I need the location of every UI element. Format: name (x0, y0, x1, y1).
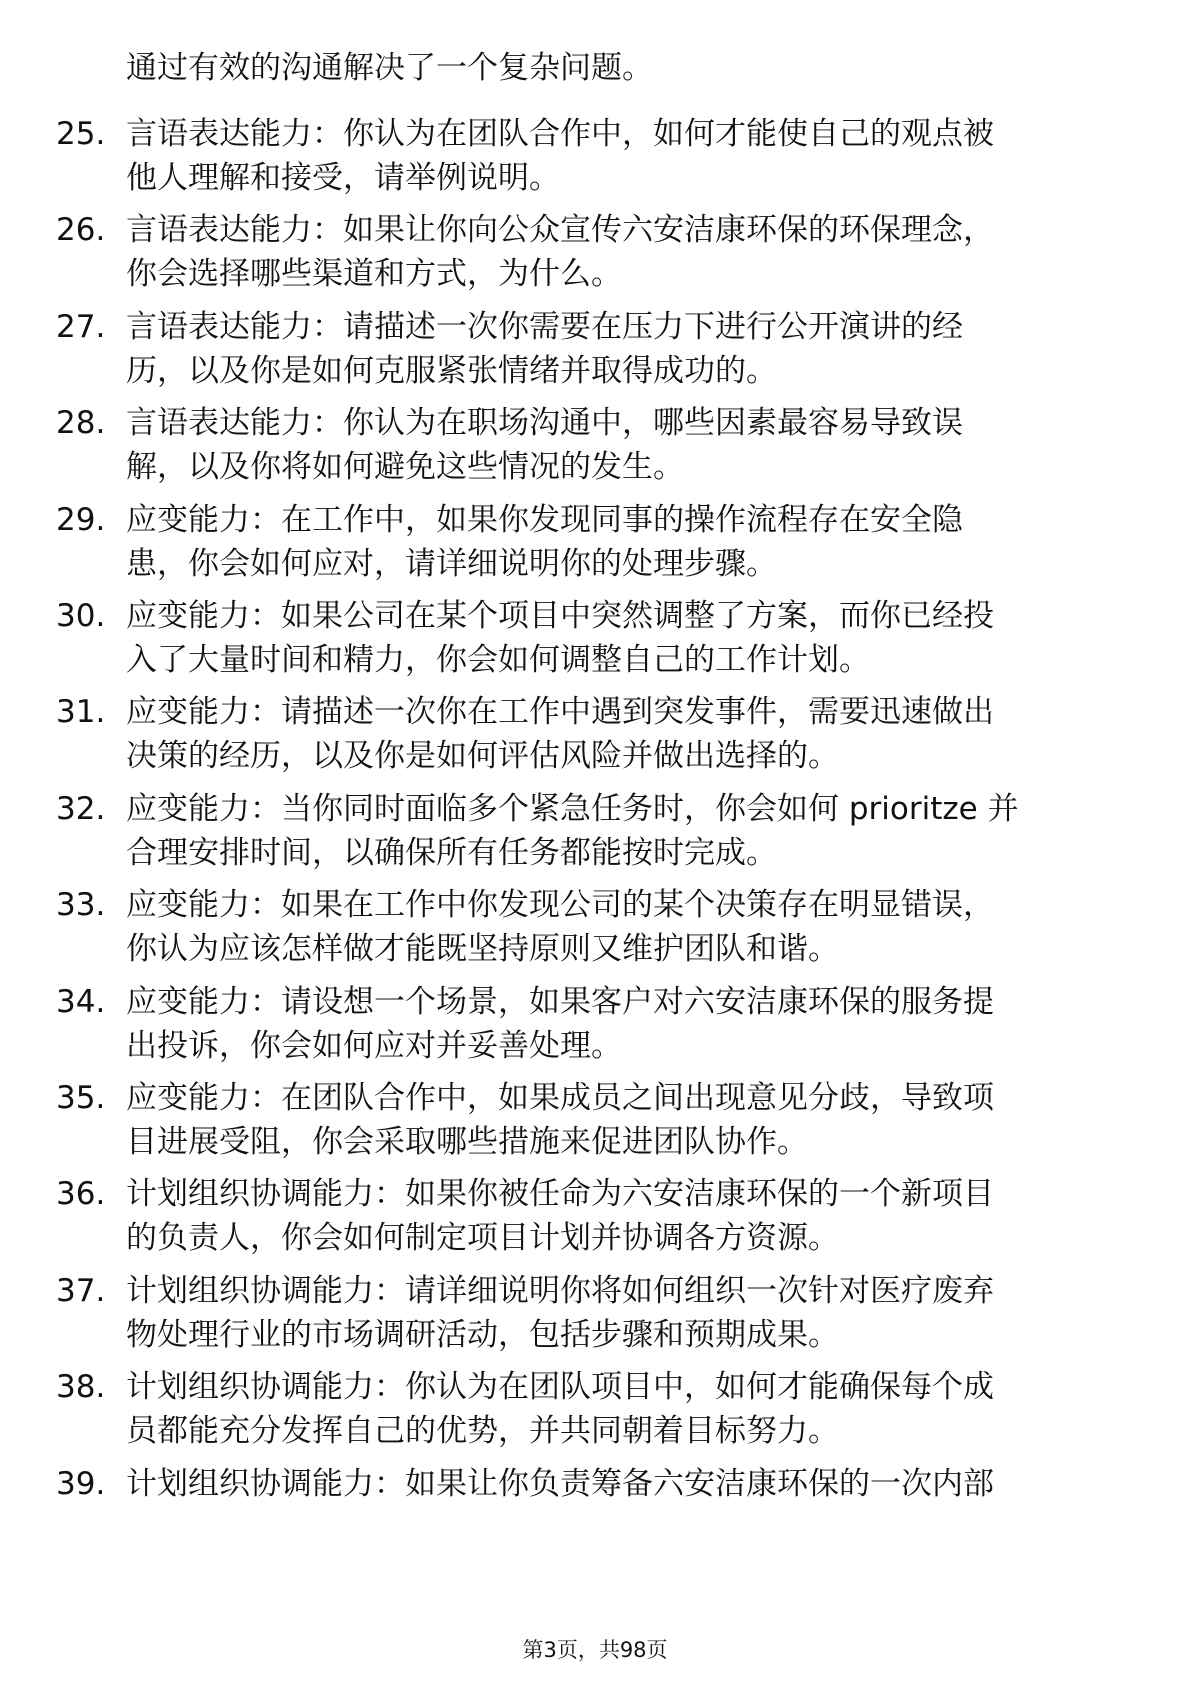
question-text (126, 112, 1126, 200)
question-text-line: 解，以及你将如何避免这些情况的发生。 (126, 449, 684, 485)
question-item (0, 498, 1190, 590)
question-item (0, 690, 1190, 782)
question-text-line: 言语表达能力：你认为在职场沟通中，哪些因素最容易导致误 (126, 405, 963, 441)
question-item (0, 305, 1190, 397)
question-number: 27. (56, 309, 106, 345)
continuation-text: 通过有效的沟通解决了一个复杂问题。 (126, 50, 653, 86)
question-number: 29. (56, 502, 106, 538)
question-item (0, 208, 1190, 300)
question-number: 31. (56, 694, 106, 730)
question-text-line: 应变能力：当你同时面临多个紧急任务时，你会如何 prioritze 并 (126, 791, 1019, 827)
question-number: 35. (56, 1080, 106, 1116)
question-text-line: 物处理行业的市场调研活动，包括步骤和预期成果。 (126, 1317, 839, 1353)
question-text (126, 1269, 1126, 1357)
question-text-line: 计划组织协调能力：请详细说明你将如何组织一次针对医疗废弃 (126, 1273, 994, 1309)
question-number: 38. (56, 1369, 106, 1405)
question-text-line: 入了大量时间和精力，你会如何调整自己的工作计划。 (126, 642, 870, 678)
question-text-line: 言语表达能力：如果让你向公众宣传六安洁康环保的环保理念， (126, 212, 994, 248)
question-text (126, 1172, 1126, 1260)
question-text (126, 690, 1126, 778)
page-footer: 第3页，共98页 (522, 1638, 668, 1662)
question-text (126, 1462, 1126, 1506)
question-number: 32. (56, 791, 106, 827)
question-item (0, 1172, 1190, 1264)
question-number: 39. (56, 1466, 106, 1502)
question-item (0, 594, 1190, 686)
question-text (126, 594, 1126, 682)
question-number: 30. (56, 598, 106, 634)
question-number: 25. (56, 116, 106, 152)
question-text-line: 你会选择哪些渠道和方式，为什么。 (126, 256, 622, 292)
question-text (126, 1365, 1126, 1453)
question-item (0, 112, 1190, 204)
question-text-line: 应变能力：请设想一个场景，如果客户对六安洁康环保的服务提 (126, 984, 994, 1020)
question-text-line: 应变能力：如果在工作中你发现公司的某个决策存在明显错误， (126, 887, 994, 923)
question-text (126, 208, 1126, 296)
question-text-line: 应变能力：在工作中，如果你发现同事的操作流程存在安全隐 (126, 502, 963, 538)
question-number: 36. (56, 1176, 106, 1212)
question-item (0, 883, 1190, 975)
question-item (0, 401, 1190, 493)
question-number: 34. (56, 984, 106, 1020)
question-text-line: 计划组织协调能力：你认为在团队项目中，如何才能确保每个成 (126, 1369, 994, 1405)
question-text-line: 出投诉，你会如何应对并妥善处理。 (126, 1028, 622, 1064)
question-text-line: 言语表达能力：请描述一次你需要在压力下进行公开演讲的经 (126, 309, 963, 345)
question-text (126, 305, 1126, 393)
question-text-line: 应变能力：请描述一次你在工作中遇到突发事件，需要迅速做出 (126, 694, 994, 730)
question-text-line: 计划组织协调能力：如果让你负责筹备六安洁康环保的一次内部 (126, 1466, 994, 1502)
question-text-line: 言语表达能力：你认为在团队合作中，如何才能使自己的观点被 (126, 116, 994, 152)
question-text-line: 决策的经历，以及你是如何评估风险并做出选择的。 (126, 738, 839, 774)
question-item (0, 1269, 1190, 1361)
question-number: 26. (56, 212, 106, 248)
question-text (126, 1076, 1126, 1164)
question-item (0, 1076, 1190, 1168)
question-text (126, 498, 1126, 586)
question-text-line: 目进展受阻，你会采取哪些措施来促进团队协作。 (126, 1124, 808, 1160)
question-text-line: 员都能充分发挥自己的优势，并共同朝着目标努力。 (126, 1413, 839, 1449)
question-text (126, 883, 1126, 971)
question-text (126, 401, 1126, 489)
question-text-line: 他人理解和接受，请举例说明。 (126, 160, 560, 196)
question-text-line: 应变能力：在团队合作中，如果成员之间出现意见分歧，导致项 (126, 1080, 994, 1116)
question-item (0, 787, 1190, 879)
question-number: 37. (56, 1273, 106, 1309)
question-text (126, 980, 1126, 1068)
question-text-line: 历，以及你是如何克服紧张情绪并取得成功的。 (126, 353, 777, 389)
question-text (126, 787, 1126, 875)
question-item (0, 1462, 1190, 1554)
question-item (0, 980, 1190, 1072)
question-number: 33. (56, 887, 106, 923)
question-item (0, 1365, 1190, 1457)
question-text-line: 合理安排时间，以确保所有任务都能按时完成。 (126, 835, 777, 871)
question-text-line: 计划组织协调能力：如果你被任命为六安洁康环保的一个新项目 (126, 1176, 994, 1212)
question-text-line: 应变能力：如果公司在某个项目中突然调整了方案，而你已经投 (126, 598, 994, 634)
question-number: 28. (56, 405, 106, 441)
question-text-line: 你认为应该怎样做才能既坚持原则又维护团队和谐。 (126, 931, 839, 967)
question-text-line: 患，你会如何应对，请详细说明你的处理步骤。 (126, 546, 777, 582)
question-text-line: 的负责人，你会如何制定项目计划并协调各方资源。 (126, 1220, 839, 1256)
